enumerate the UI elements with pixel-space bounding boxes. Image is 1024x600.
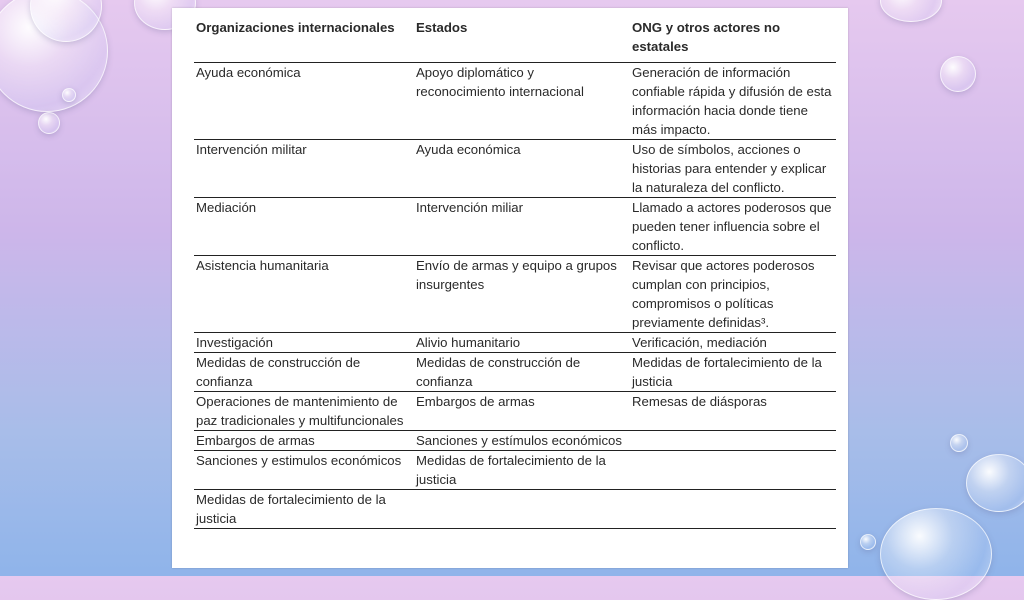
table-cell: Medidas de fortalecimiento de la justicia xyxy=(414,451,630,490)
table-cell: Llamado a actores poderosos que pueden tener influencia sobre el conflicto. xyxy=(630,198,836,256)
table-cell: Intervención militar xyxy=(194,140,414,198)
table-cell: Uso de símbolos, acciones o historias para entender y explicar la naturaleza del conflicto. xyxy=(630,140,836,198)
table-header-row xyxy=(194,12,836,63)
bubble-decoration xyxy=(950,434,968,452)
table-cell: Medidas de fortalecimiento de la justicia xyxy=(630,353,836,392)
table-row xyxy=(194,392,836,431)
column-header: Estados xyxy=(414,12,630,63)
table-cell: Remesas de diásporas xyxy=(630,392,836,431)
table-cell: Sanciones y estimulos económicos xyxy=(194,451,414,490)
table-cell: Medidas de construcción de confianza xyxy=(414,353,630,392)
actors-table xyxy=(194,12,836,529)
table-cell: Ayuda económica xyxy=(414,140,630,198)
table-cell: Mediación xyxy=(194,198,414,256)
table-cell: Envío de armas y equipo a grupos insurgentes xyxy=(414,256,630,333)
table-row xyxy=(194,333,836,353)
bubble-decoration xyxy=(880,0,942,22)
table-row xyxy=(194,63,836,140)
table-row xyxy=(194,353,836,392)
table-row xyxy=(194,256,836,333)
column-header: ONG y otros actores no estatales xyxy=(630,12,836,63)
table-cell xyxy=(630,490,836,529)
table-cell: Apoyo diplomático y reconocimiento internacional xyxy=(414,63,630,140)
document-page xyxy=(172,8,848,568)
table-row xyxy=(194,431,836,451)
column-header: Organizaciones internacionales xyxy=(194,12,414,63)
table-cell: Ayuda económica xyxy=(194,63,414,140)
bubble-decoration xyxy=(38,112,60,134)
table-row xyxy=(194,490,836,529)
table-cell: Asistencia humanitaria xyxy=(194,256,414,333)
table-row xyxy=(194,451,836,490)
bubble-decoration xyxy=(860,534,876,550)
table-cell: Verificación, mediación xyxy=(630,333,836,353)
bubble-decoration xyxy=(966,454,1024,512)
table-cell xyxy=(414,490,630,529)
table-cell: Medidas de construcción de confianza xyxy=(194,353,414,392)
table-cell: Sanciones y estímulos económicos xyxy=(414,431,630,451)
table-cell: Revisar que actores poderosos cumplan con principios, compromisos o políticas previamente definidas³. xyxy=(630,256,836,333)
bubble-decoration xyxy=(880,508,992,600)
table-cell xyxy=(630,431,836,451)
table-cell xyxy=(630,451,836,490)
table-row xyxy=(194,198,836,256)
table-cell: Alivio humanitario xyxy=(414,333,630,353)
table-cell: Medidas de fortalecimiento de la justicia xyxy=(194,490,414,529)
bubble-decoration xyxy=(940,56,976,92)
table-cell: Embargos de armas xyxy=(414,392,630,431)
bubble-decoration xyxy=(62,88,76,102)
table-cell: Generación de información confiable rápida y difusión de esta información hacia donde tiene más impacto. xyxy=(630,63,836,140)
table-row xyxy=(194,140,836,198)
table-cell: Operaciones de mantenimiento de paz tradicionales y multifuncionales xyxy=(194,392,414,431)
table-cell: Embargos de armas xyxy=(194,431,414,451)
table-cell: Investigación xyxy=(194,333,414,353)
table-cell: Intervención miliar xyxy=(414,198,630,256)
